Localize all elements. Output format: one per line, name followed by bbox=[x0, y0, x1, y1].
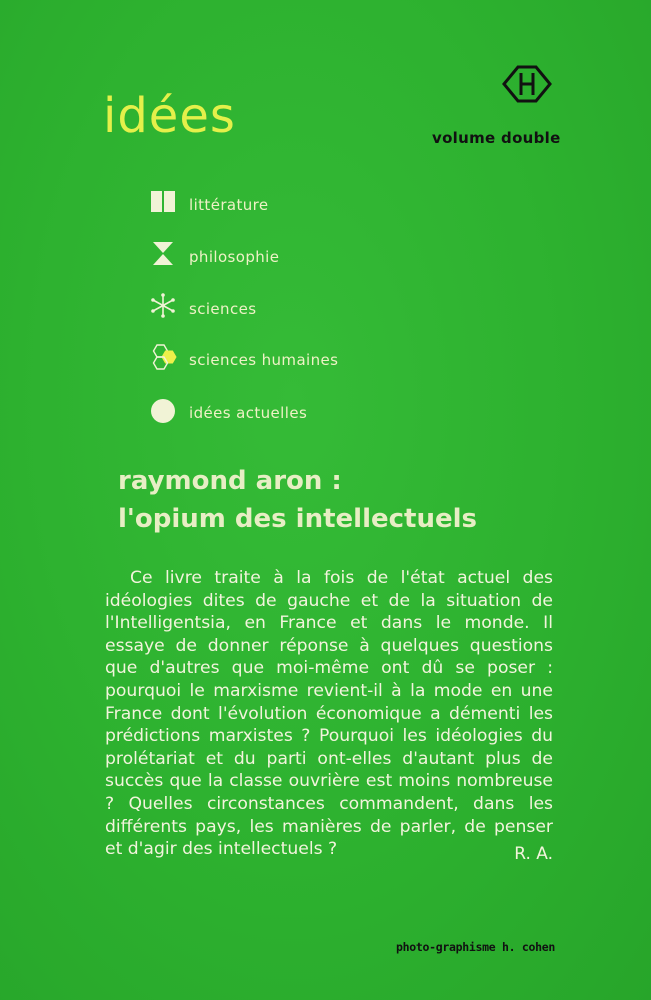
book-title-line-1: raymond aron : bbox=[118, 466, 342, 496]
book-title-line-2: l'opium des intellectuels bbox=[118, 504, 477, 534]
category-sciences-humaines bbox=[148, 343, 408, 373]
hexagons-icon bbox=[148, 343, 178, 373]
book-icon bbox=[148, 188, 178, 218]
book-title bbox=[118, 462, 477, 538]
category-label: philosophie bbox=[189, 248, 280, 266]
category-sciences bbox=[148, 292, 408, 322]
volume-label: volume double bbox=[432, 129, 561, 147]
hourglass-icon bbox=[148, 240, 178, 270]
series-title: idées bbox=[103, 88, 236, 144]
circle-icon bbox=[148, 396, 178, 426]
design-credit: photo-graphisme h. cohen bbox=[396, 940, 555, 954]
author-signature: R. A. bbox=[514, 844, 553, 864]
category-idees-actuelles bbox=[148, 396, 408, 426]
blurb bbox=[105, 567, 553, 861]
category-label: idées actuelles bbox=[189, 404, 308, 422]
category-label: sciences bbox=[189, 300, 257, 318]
category-litterature bbox=[148, 188, 408, 218]
category-philosophie bbox=[148, 240, 408, 270]
asterisk-icon bbox=[148, 292, 178, 322]
category-label: sciences humaines bbox=[189, 351, 339, 369]
blurb-text: Ce livre traite à la fois de l'état actuel des idéologies dites de gauche et de la situation de l'Intelligentsia, en France et dans le monde. Il essaye de donner réponse à quelques questions que d'autres que moi-même ont dû se poser : pourquoi le marxisme revient-il à la mode en une France dont l'évolution économique a démenti les prédictions marxistes ? Pourquoi les idéologies du prolétariat et du parti ont-elles d'autant plus de succès que la classe ouvrière est moins nombreuse ? Quelles circonstances commandent, dans les différents pays, les manières de parler, de penser et d'agir des intellectuels ? bbox=[105, 568, 553, 860]
publisher-logo-icon bbox=[502, 64, 552, 104]
category-label: littérature bbox=[189, 196, 269, 214]
